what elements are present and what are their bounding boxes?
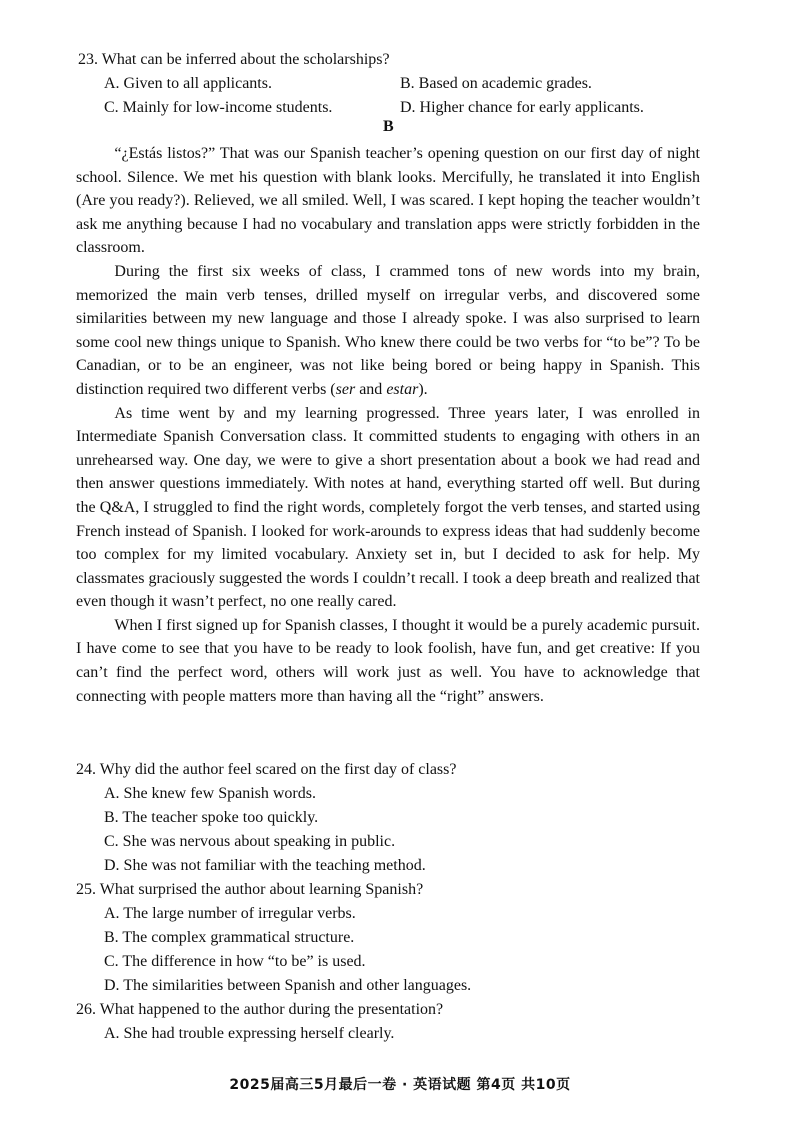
question-24-option-a: A. She knew few Spanish words.	[104, 785, 316, 802]
question-23-option-a: A. Given to all applicants.	[104, 75, 272, 92]
question-24-option-c: C. She was nervous about speaking in public.	[104, 833, 396, 850]
question-23-option-b: B. Based on academic grades.	[400, 75, 592, 92]
question-24-stem: 24. Why did the author feel scared on the first day of class?	[76, 761, 457, 778]
passage-paragraph-2-text: During the first six weeks of class, I crammed tons of new words into my brain, memorized the main verb tenses, drilled myself on irregular verbs, and discovered some similarities between my new language and those I already spoke. I was also surprised to learn some cool new things unique to Spanish. Who knew there could be two verbs for “to be”? To be Canadian, or to be an engineer, was not like being bored or being happy in Spanish. This distinction required two different verbs (	[76, 262, 700, 398]
question-26-stem: 26. What happened to the author during the presentation?	[76, 1001, 444, 1018]
verb-ser: ser	[335, 380, 356, 398]
verb-estar: estar	[386, 380, 419, 398]
page-footer: 2025届高三5月最后一卷 · 英语试题 第4页 共10页	[229, 1077, 571, 1093]
question-25-stem: 25. What surprised the author about learning Spanish?	[76, 881, 424, 898]
conjunction-and: and	[355, 380, 387, 398]
question-23-option-c: C. Mainly for low-income students.	[104, 99, 333, 116]
question-24-option-d: D. She was not familiar with the teaching method.	[104, 857, 426, 874]
question-23-stem: 23. What can be inferred about the scholarships?	[78, 51, 390, 68]
question-24-option-b: B. The teacher spoke too quickly.	[104, 809, 319, 826]
passage-paragraph-1: “¿Estás listos?” That was our Spanish teacher’s opening question on our first day of night school. Silence. We met his question with blank looks. Mercifully, he translated it into English (Are you ready?). Relieved, we all smiled. Well, I was scared. I kept hoping the teacher wouldn’t ask me anything because I had no vocabulary and translation apps were strictly forbidden in the classroom.	[76, 145, 700, 257]
passage-paragraph-2	[76, 260, 700, 402]
question-25-option-d: D. The similarities between Spanish and other languages.	[104, 977, 472, 994]
passage-paragraph-4: When I first signed up for Spanish classes, I thought it would be a purely academic pursuit. I have come to see that you have to be ready to look foolish, have fun, and get creative: If you can’t find the perfect word, others will work just as well. You have to acknowledge that connecting with people matters more than having all the “right” answers.	[76, 616, 700, 705]
question-26-option-a: A. She had trouble expressing herself clearly.	[104, 1025, 395, 1042]
question-25-option-c: C. The difference in how “to be” is used.	[104, 953, 366, 970]
reading-passage	[76, 142, 700, 708]
question-25-option-b: B. The complex grammatical structure.	[104, 929, 355, 946]
question-25-option-a: A. The large number of irregular verbs.	[104, 905, 356, 922]
paragraph-2-end: ).	[418, 380, 428, 398]
section-heading-b: B	[383, 118, 394, 135]
question-23-option-d: D. Higher chance for early applicants.	[400, 99, 644, 116]
passage-paragraph-3: As time went by and my learning progressed. Three years later, I was enrolled in Intermediate Spanish Conversation class. It committed students to engaging with others in an unrehearsed way. One day, we were to give a short presentation about a book we had read and then answer questions immediately. With notes at hand, everything started off well. But during the Q&A, I struggled to find the right words, completely forgot the verb tenses, and started using French instead of Spanish. I looked for work-arounds to express ideas that had suddenly become too complex for my limited vocabulary. Anxiety set in, but I decided to ask for help. My classmates graciously suggested the words I couldn’t recall. I took a deep breath and realized that even though it wasn’t perfect, no one really cared.	[76, 404, 700, 611]
